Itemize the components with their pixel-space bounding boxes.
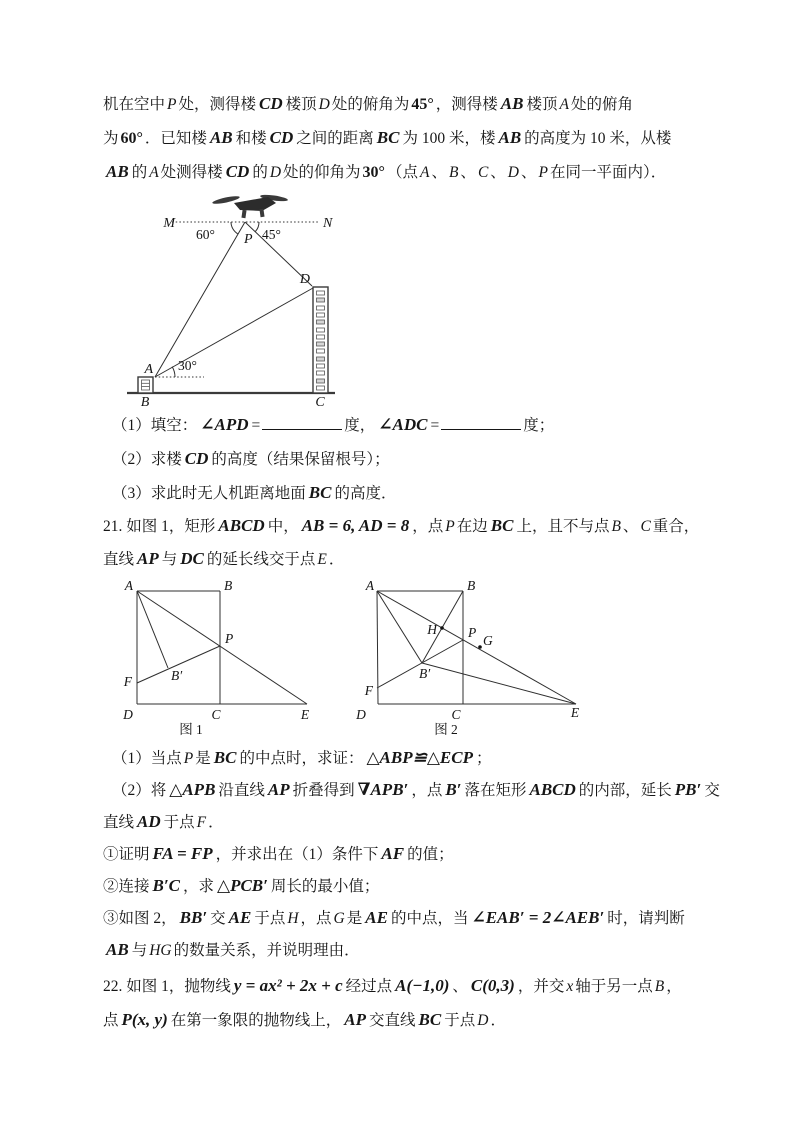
arc-45deg <box>255 222 259 232</box>
text-segment: x <box>566 978 574 995</box>
label-60deg: 60° <box>196 227 215 242</box>
text-segment: 的中点时，求证： <box>239 750 364 767</box>
text-segment: ∠APD <box>200 415 249 434</box>
label-a: A <box>365 578 374 593</box>
text-segment: 交 <box>210 910 226 927</box>
text-segment: AE <box>228 908 252 927</box>
question-line <box>103 870 713 902</box>
text-segment: 的值； <box>407 846 454 863</box>
text-segment: 30° <box>362 164 385 181</box>
question-line <box>103 806 713 838</box>
label-m: M <box>163 216 175 231</box>
text-segment: 、 <box>431 164 447 181</box>
problem21-parts <box>103 742 720 966</box>
answer-blank <box>262 414 342 430</box>
document-content <box>103 87 720 1037</box>
text-segment: ，点 <box>412 518 444 535</box>
text-segment: 于点 <box>254 910 286 927</box>
text-segment: BC <box>376 128 400 147</box>
point-h-dot <box>440 626 444 630</box>
drone-icon <box>212 194 288 219</box>
line-ab-prime <box>377 591 422 663</box>
label-e: E <box>570 705 580 720</box>
text-segment: 、 <box>622 518 639 535</box>
text-segment: 的内部，延长 <box>578 782 672 799</box>
text-segment: ，并求出在（1）条件下 <box>215 846 379 863</box>
text-segment: ． <box>208 814 224 831</box>
text-segment: 处，测得楼 <box>178 96 256 113</box>
text-segment: AP <box>344 1010 367 1029</box>
text-line <box>103 155 713 189</box>
text-segment: D <box>318 96 330 113</box>
text-segment: BB′ <box>179 908 208 927</box>
answer-blank <box>441 414 521 430</box>
label-b-prime: B′ <box>171 668 183 683</box>
question-line <box>103 442 713 476</box>
question-line <box>103 934 713 966</box>
label-d: D <box>299 272 310 287</box>
text-segment: 轴于另一点 <box>575 978 653 995</box>
text-segment: C(0,3) <box>470 976 515 995</box>
line-ae <box>137 591 307 704</box>
text-segment: （1）当点 <box>112 750 182 767</box>
label-e: E <box>300 707 310 722</box>
text-segment: 的中点，当 <box>390 910 469 927</box>
text-segment: ②连接 <box>103 878 150 895</box>
text-segment: 22. 如图 1，抛物线 <box>103 978 231 995</box>
text-segment: AE <box>365 908 388 927</box>
text-segment: E <box>317 551 327 568</box>
text-segment: 折叠得到 <box>292 782 355 799</box>
label-p: P <box>244 232 253 247</box>
building-ab <box>138 377 153 393</box>
text-segment: 中， <box>267 518 299 535</box>
figure-drone <box>122 190 392 408</box>
text-segment: H <box>287 910 299 927</box>
question-line <box>103 742 713 774</box>
text-segment: AB <box>498 128 522 147</box>
text-segment: （2）求楼 <box>112 451 182 468</box>
text-segment: A <box>419 164 430 181</box>
arc-60deg <box>231 222 238 234</box>
text-segment: P <box>538 164 548 181</box>
text-segment: BC <box>308 483 332 502</box>
text-line <box>103 1003 713 1037</box>
figure1-caption: 图 1 <box>179 722 203 737</box>
text-segment: 、 <box>490 164 506 181</box>
question-line <box>103 902 713 934</box>
arc-30deg <box>172 367 175 377</box>
label-c: C <box>451 707 461 722</box>
text-segment: ABCD <box>529 780 576 799</box>
text-segment: 的数量关系，并说明理由． <box>173 942 360 959</box>
text-segment: 之间的距离 <box>296 130 374 147</box>
text-segment: 为 <box>103 130 119 147</box>
text-segment: CD <box>259 94 283 113</box>
label-45deg: 45° <box>262 227 281 242</box>
text-line <box>103 87 713 121</box>
text-segment: B <box>611 518 621 535</box>
text-segment: CD <box>225 162 250 181</box>
text-segment: 于点 <box>444 1012 476 1029</box>
text-segment: ，求 <box>182 878 214 895</box>
text-segment: ．已知楼 <box>144 130 207 147</box>
text-segment: 楼顶 <box>285 96 317 113</box>
text-segment: 交直线 <box>369 1012 416 1029</box>
text-segment: 直线 <box>103 551 135 568</box>
text-segment: D <box>477 1012 489 1029</box>
label-n: N <box>323 216 333 231</box>
text-line <box>103 510 713 543</box>
text-line <box>103 969 713 1003</box>
text-segment: BC <box>213 748 237 767</box>
label-30deg: 30° <box>178 358 197 373</box>
text-segment: FA = FP <box>152 844 213 863</box>
label-p: P <box>225 631 234 646</box>
line-ab-prime <box>137 591 168 668</box>
label-f: F <box>123 674 132 689</box>
text-segment: HG <box>149 942 172 959</box>
question-line <box>103 408 713 442</box>
text-segment: B′ <box>445 780 462 799</box>
label-b: B <box>224 578 233 593</box>
label-b: B <box>467 578 476 593</box>
text-segment: D <box>269 164 282 181</box>
text-segment: 上，且不与点 <box>516 518 610 535</box>
text-segment: ，并交 <box>517 978 565 995</box>
text-segment: 在同一平面内）． <box>549 164 667 181</box>
text-line <box>103 121 713 155</box>
text-segment: CD <box>184 449 209 468</box>
text-segment: ． <box>490 1012 506 1029</box>
text-segment: 度， <box>344 417 376 434</box>
text-segment: C <box>640 518 651 535</box>
text-segment: P <box>183 750 194 767</box>
text-segment: 重合， <box>652 518 700 535</box>
text-segment: 、 <box>452 978 468 995</box>
text-segment: D <box>507 164 519 181</box>
figure-rect-2 <box>353 578 593 740</box>
figure2-caption: 图 2 <box>434 722 458 737</box>
text-segment: = <box>251 417 261 434</box>
text-segment: △APB <box>169 780 216 799</box>
problem20-text <box>103 87 713 189</box>
text-segment: 直线 <box>103 814 135 831</box>
text-segment: AB <box>209 128 233 147</box>
text-segment: AB = 6, AD = 8 <box>301 516 410 535</box>
text-segment: 21. 如图 1，矩形 <box>103 518 216 535</box>
text-segment: ，点 <box>300 910 332 927</box>
text-segment: AP <box>137 549 159 568</box>
text-segment: BC <box>490 516 514 535</box>
text-segment: CD <box>269 128 294 147</box>
text-segment: A <box>149 164 159 181</box>
text-segment: ③如图 2， <box>103 910 177 927</box>
text-segment: 处的俯角 <box>570 96 633 113</box>
text-segment: 是 <box>195 750 211 767</box>
text-segment: 的高度为 10 米，从楼 <box>524 130 672 147</box>
text-segment: P(x, y) <box>121 1010 168 1029</box>
label-a: A <box>144 362 153 377</box>
label-f: F <box>364 683 373 698</box>
text-segment: A(−1,0) <box>395 976 450 995</box>
text-segment: P <box>167 96 177 113</box>
text-segment: ， <box>666 978 682 995</box>
line-ae <box>377 591 576 704</box>
text-segment: ①证明 <box>103 846 150 863</box>
label-g: G <box>483 633 493 648</box>
text-segment: ． <box>328 551 345 568</box>
text-segment: 点 <box>103 1012 119 1029</box>
text-segment: 的高度（结果保留根号）； <box>211 451 390 468</box>
text-segment: AB <box>106 162 129 181</box>
text-segment: AF <box>381 844 405 863</box>
text-segment: △PCB′ <box>217 876 268 895</box>
text-segment: ，点 <box>411 782 443 799</box>
text-segment: B′C <box>152 876 180 895</box>
text-segment: 的延长线交于点 <box>206 551 316 568</box>
label-b: B <box>140 395 150 408</box>
text-segment: （3）求此时无人机距离地面 <box>112 485 306 502</box>
text-segment: （1）填空： <box>112 417 198 434</box>
text-segment: 与 <box>131 942 148 959</box>
text-segment: （2）将 <box>112 782 167 799</box>
text-segment: 是 <box>346 910 363 927</box>
text-segment: ∠ADC <box>378 415 428 434</box>
problem20-questions <box>103 408 713 510</box>
text-segment: 时，请判断 <box>607 910 685 927</box>
text-segment: ∇APB′ <box>357 780 409 799</box>
point-g-dot <box>478 645 482 649</box>
text-segment: F <box>196 814 207 831</box>
text-segment: ∠EAB′ = 2∠AEB′ <box>471 908 605 927</box>
text-segment: 、 <box>521 164 537 181</box>
text-segment: = <box>430 417 440 434</box>
label-d: D <box>123 707 133 722</box>
text-segment: 处的仰角为 <box>283 164 361 181</box>
text-segment: AP <box>267 780 290 799</box>
text-segment: 处的俯角为 <box>331 96 410 113</box>
label-b-prime: B′ <box>419 666 431 681</box>
text-segment: 的高度． <box>334 485 397 502</box>
figures-row <box>118 578 713 740</box>
text-segment: 经过点 <box>345 978 393 995</box>
label-h: H <box>427 622 437 637</box>
text-segment: 在边 <box>456 518 488 535</box>
label-c: C <box>315 395 325 408</box>
text-segment: 60° <box>120 130 143 147</box>
text-segment: B <box>654 978 665 995</box>
text-segment: 的 <box>252 164 268 181</box>
text-segment: ，测得楼 <box>435 96 498 113</box>
text-segment: 和楼 <box>235 130 267 147</box>
label-a: A <box>124 578 133 593</box>
text-segment: P <box>445 518 455 535</box>
text-segment: y = ax² + 2x + c <box>233 976 343 995</box>
text-segment: 与 <box>161 551 178 568</box>
text-segment: AD <box>137 812 161 831</box>
text-segment: 度； <box>523 417 555 434</box>
label-c: C <box>211 707 221 722</box>
line-pa <box>155 222 245 377</box>
text-segment: AB <box>106 940 129 959</box>
text-segment: 楼顶 <box>526 96 558 113</box>
text-segment: 处测得楼 <box>160 164 223 181</box>
text-segment: BC <box>418 1010 442 1029</box>
text-segment: 在第一象限的抛物线上， <box>170 1012 342 1029</box>
text-segment: （点 <box>386 164 418 181</box>
text-segment: ； <box>475 750 492 767</box>
text-segment: 的 <box>131 164 148 181</box>
question-line <box>103 476 713 510</box>
figure-rect-1 <box>118 578 318 740</box>
problem22-text <box>103 969 713 1037</box>
text-segment: 交 <box>704 782 720 799</box>
question-line <box>103 774 720 806</box>
text-segment: △ABP≌△ECP <box>366 748 473 767</box>
text-segment: AB <box>500 94 524 113</box>
problem21-intro <box>103 510 713 576</box>
text-segment: PB′ <box>674 780 702 799</box>
text-line <box>103 543 713 576</box>
text-segment: 于点 <box>163 814 195 831</box>
text-segment: DC <box>180 549 204 568</box>
text-segment: C <box>477 164 489 181</box>
text-segment: 周长的最小值； <box>270 878 380 895</box>
line-b-prime-e <box>422 663 576 704</box>
text-segment: 沿直线 <box>218 782 265 799</box>
text-segment: A <box>559 96 569 113</box>
question-line <box>103 838 713 870</box>
building-cd <box>313 287 328 393</box>
text-segment: B <box>448 164 459 181</box>
text-segment: 45° <box>411 96 434 113</box>
text-segment: 、 <box>460 164 476 181</box>
text-segment: ABCD <box>218 516 265 535</box>
text-segment: 机在空中 <box>103 96 166 113</box>
label-p: P <box>468 625 477 640</box>
label-d: D <box>356 707 366 722</box>
text-segment: G <box>333 910 345 927</box>
text-segment: 落在矩形 <box>464 782 527 799</box>
text-segment: 为 100 米，楼 <box>402 130 496 147</box>
